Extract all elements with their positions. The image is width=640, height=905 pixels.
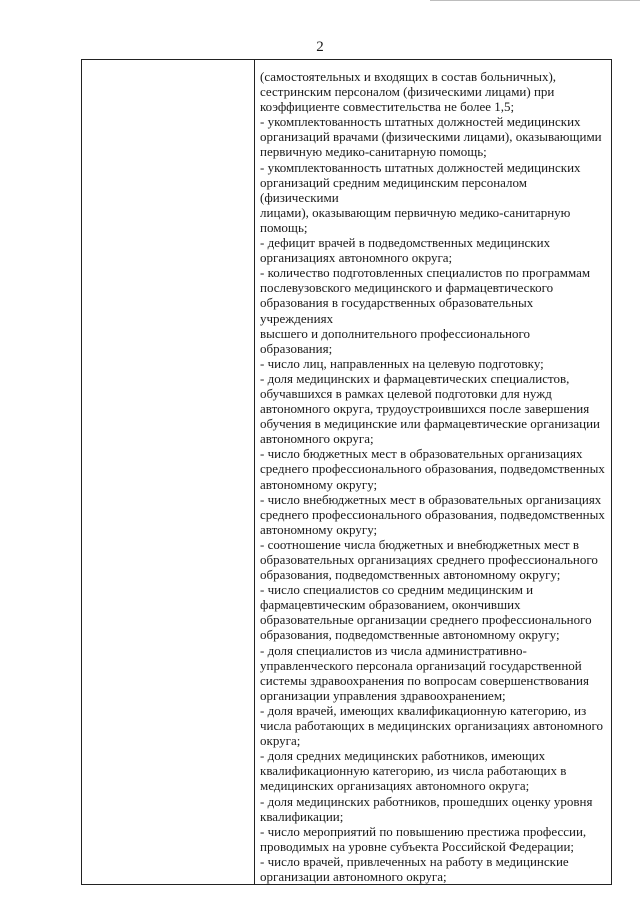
text-line: организаций средним медицинским персоналом (физическими — [260, 174, 528, 205]
text-line: организации управления здравоохранением; — [260, 687, 506, 703]
text-line: - количество подготовленных специалистов по программам — [260, 265, 591, 281]
text-line: числа работающих в медицинских организациях автономного — [260, 718, 604, 734]
text-line: организациях автономного округа; — [260, 250, 453, 266]
text-line: округа; — [260, 733, 301, 749]
text-line: сестринским персоналом (физическими лицами) при — [260, 84, 555, 100]
text-line: лицами), оказывающим первичную медико-санитарную — [260, 204, 571, 220]
text-line: среднего профессионального образования, подведомственных — [260, 506, 605, 522]
text-line: - доля медицинских и фармацевтических специалистов, — [260, 370, 570, 386]
text-line: автономному округу; — [260, 521, 378, 537]
text-line: образования, подведомственные автономному округу; — [260, 627, 560, 643]
document-table — [81, 59, 612, 885]
text-line: проводимых на уровне субъекта Российской Федерации; — [260, 838, 575, 854]
text-line: - доля средних медицинских работников, имеющих — [260, 748, 546, 764]
text-line: - число врачей, привлеченных на работу в медицинские — [260, 853, 569, 869]
text-line: образования, подведомственных автономному округу; — [260, 567, 561, 583]
text-line: автономному округу; — [260, 476, 378, 492]
text-line: - соотношение числа бюджетных и внебюджетных мест в — [260, 536, 580, 552]
text-line: среднего профессионального образования, подведомственных — [260, 461, 605, 477]
text-line: - число бюджетных мест в образовательных организациях — [260, 446, 583, 462]
text-line: обучения в медицинские или фармацевтические организации — [260, 416, 601, 432]
left-cell-text — [82, 60, 254, 69]
text-line: помощь; — [260, 219, 308, 235]
text-line: фармацевтическим образованием, окончивших — [260, 597, 521, 613]
text-line: - число специалистов со средним медицинским и — [260, 582, 534, 598]
text-line: системы здравоохранения по вопросам совершенствования — [260, 672, 589, 688]
table-cell-left — [82, 60, 255, 885]
text-line: послевузовского медицинского и фармацевтического — [260, 280, 554, 296]
text-line: квалификации; — [260, 808, 344, 824]
text-line: - доля врачей, имеющих квалификационную категорию, из — [260, 702, 587, 718]
text-line: организаций врачами (физическими лицами), оказывающими — [260, 129, 602, 145]
text-line: медицинских организациях автономного округа; — [260, 778, 530, 794]
page-number: 2 — [316, 39, 324, 55]
table-row — [82, 60, 612, 885]
table-cell-right — [255, 60, 612, 885]
text-line: образовательных организациях среднего профессионального — [260, 552, 598, 567]
text-line: образовательные организации среднего профессионального — [260, 612, 592, 628]
top-edge-mark — [430, 0, 640, 7]
right-cell-text — [255, 60, 611, 884]
text-line: - число внебюджетных мест в образовательных организациях — [260, 491, 602, 507]
text-line: высшего и дополнительного профессионального образования; — [260, 325, 530, 356]
text-line: обучавшихся в рамках целевой подготовки для нужд — [260, 385, 552, 401]
text-line: - укомплектованность штатных должностей медицинских — [260, 159, 581, 175]
text-line: - дефицит врачей в подведомственных медицинских — [260, 235, 551, 251]
text-line: - доля специалистов из числа административно- — [260, 642, 527, 658]
text-line: коэффициенте совместительства не более 1,5; — [260, 99, 515, 115]
text-line: - число лиц, направленных на целевую подготовку; — [260, 355, 544, 371]
text-line: (самостоятельных и входящих в состав больничных), — [260, 69, 557, 84]
text-line: образования в государственных образовательных учреждениях — [260, 295, 534, 326]
text-line: - укомплектованность штатных должностей медицинских — [260, 114, 581, 130]
text-line: автономного округа; — [260, 431, 374, 447]
text-line: первичную медико-санитарную помощь; — [260, 144, 487, 160]
text-line: автономного округа, трудоустроившихся после завершения — [260, 401, 590, 417]
text-line: квалификационную категорию, из числа работающих в — [260, 763, 567, 779]
text-line: управленческого персонала организаций государственной — [260, 657, 582, 673]
text-line: организации автономного округа; — [260, 868, 447, 884]
text-line: - число мероприятий по повышению престижа профессии, — [260, 823, 587, 839]
text-line: - доля медицинских работников, прошедших оценку уровня — [260, 793, 593, 809]
